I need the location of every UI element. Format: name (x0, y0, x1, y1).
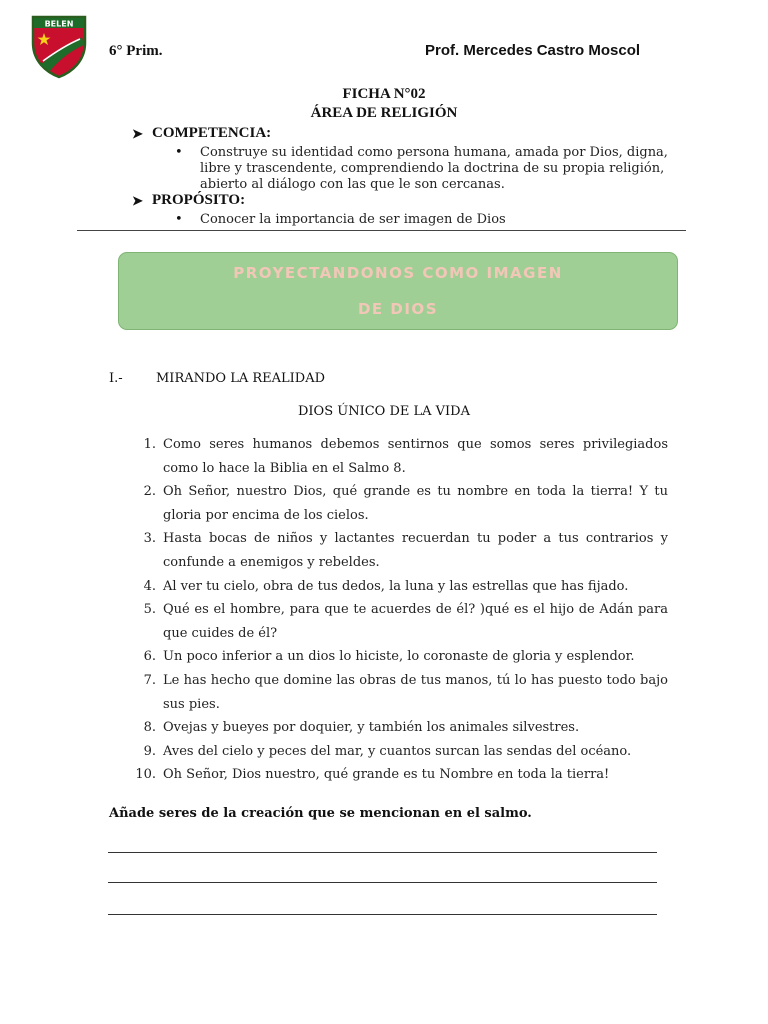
competencia-label: COMPETENCIA: (152, 125, 272, 141)
banner-line-2: DE DIOS (357, 300, 438, 318)
list-item: 5. Qué es el hombre, para que te acuerdes de él? )qué es el hijo de Adán para que cuides de él? (143, 602, 668, 641)
psalm-list (108, 433, 668, 787)
list-item: 2. Oh Señor, nuestro Dios, qué grande es tu nombre en toda la tierra! Y tu gloria por encima de los cielos. (143, 484, 668, 523)
divider (77, 230, 686, 231)
answer-line-3[interactable] (108, 914, 657, 915)
answer-line-2[interactable] (108, 882, 657, 883)
proposito-heading (132, 192, 245, 209)
lesson-title-banner (118, 252, 678, 330)
banner-line-1: PROYECTANDONOS COMO IMAGEN (233, 264, 563, 282)
teacher-name: Prof. Mercedes Castro Moscol (425, 42, 641, 59)
competencia-item (175, 145, 670, 193)
list-item: 10. Oh Señor, Dios nuestro, qué grande es tu Nombre en toda la tierra! (135, 767, 610, 783)
section-number: I.- (109, 371, 123, 386)
competencia-text: Construye su identidad como persona humana, amada por Dios, digna, libre y trascendente, comprendiendo la doctrina de su propia religión, abierto al diálogo con las que le son cercanas. (200, 145, 668, 192)
exercise-prompt: Añade seres de la creación que se mencionan en el salmo. (109, 806, 532, 821)
grade-label: 6° Prim. (109, 43, 163, 59)
list-item: 1. Como seres humanos debemos sentirnos que somos seres privilegiados como lo hace la Biblia en el Salmo 8. (143, 437, 668, 476)
bullet-icon: • (175, 145, 183, 160)
list-item: 9. Aves del cielo y peces del mar, y cuantos surcan las sendas del océano. (143, 743, 632, 759)
worksheet-number: FICHA N°02 (342, 86, 426, 102)
proposito-text: Conocer la importancia de ser imagen de Dios (200, 212, 506, 227)
proposito-item (175, 212, 670, 228)
competencia-heading (132, 125, 271, 142)
list-item: 4. Al ver tu cielo, obra de tus dedos, la luna y las estrellas que has fijado. (143, 578, 629, 594)
list-item: 8. Ovejas y bueyes por doquier, y también los animales silvestres. (143, 720, 580, 736)
list-item: 3. Hasta bocas de niños y lactantes recuerdan tu poder a tus contrarios y confunde a enemigos y rebeldes. (143, 531, 668, 570)
section-subtitle: DIOS ÚNICO DE LA VIDA (298, 404, 470, 419)
bullet-icon: • (175, 212, 183, 227)
svg-text:BELEN: BELEN (44, 19, 74, 29)
proposito-label: PROPÓSITO: (152, 192, 246, 208)
arrow-bullet-icon: ➤ (132, 192, 143, 208)
list-item: 7. Le has hecho que domine las obras de tus manos, tú lo has puesto todo bajo sus pies. (143, 672, 668, 712)
list-item: 6. Un poco inferior a un dios lo hiciste, lo coronaste de gloria y esplendor. (143, 649, 635, 665)
subject-area: ÁREA DE RELIGIÓN (310, 105, 458, 121)
section-title: MIRANDO LA REALIDAD (156, 371, 326, 386)
arrow-bullet-icon: ➤ (132, 125, 143, 141)
answer-line-1[interactable] (108, 852, 657, 853)
school-shield-logo (30, 15, 88, 79)
